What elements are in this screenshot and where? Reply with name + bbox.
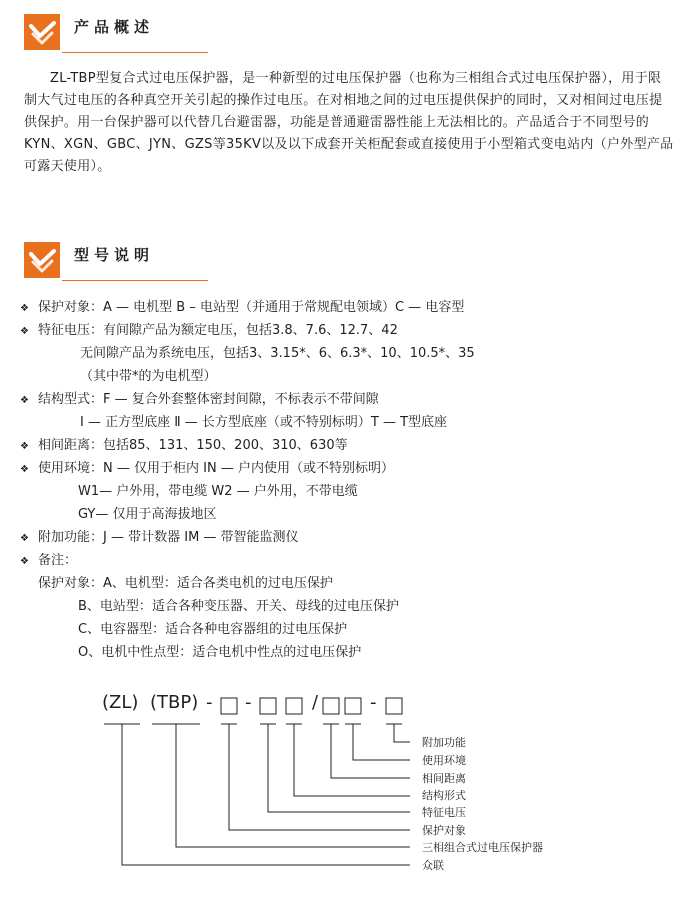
spec-line-text: 保护对象：A、电机型：适合各类电机的过电压保护 (38, 576, 333, 591)
spec-line-text: 结构型式：F — 复合外套整体密封间隙，不标表示不带间隙 (38, 392, 379, 407)
code-dash: - (370, 692, 377, 713)
label-voltage: 特征电压 (422, 806, 466, 819)
spec-line (20, 526, 680, 549)
section-underline (62, 52, 208, 53)
spec-line-text: 使用环境：N — 仅用于柜内 IN — 户内使用（或不特别标明） (38, 461, 394, 476)
spec-line (20, 595, 680, 618)
spec-line-text: （其中带*的为电机型） (80, 369, 217, 384)
spec-line (20, 457, 680, 480)
spec-line (20, 388, 680, 411)
spec-line-text: 无间隙产品为系统电压，包括3、3.15*、6、6.3*、10、10.5*、35 (80, 346, 475, 361)
diamond-bullet-icon: ❖ (20, 556, 29, 567)
spec-line (20, 434, 680, 457)
overview-paragraph: ZL-TBP型复合式过电压保护器，是一种新型的过电压保护器（也称为三相组合式过电压保护器），用于限制大气过电压的各种真空开关引起的操作过电压。在对相地之间的过电压提供保护的同时，又对相间过电压提供保护。用一台保护器可以代替几台避雷器，功能是普通避雷器性能上无法相比的。产品适合于不同型号的KYN、XGN、GBC、JYN、GZS等35KV以及以下成套开关柜配套或直接使用于小型箱式变电站内（户外型产品可露天使用）。 (24, 71, 674, 174)
spec-line (20, 572, 680, 595)
spec-line-text: GY— 仅用于高海拔地区 (78, 507, 217, 522)
spec-line (20, 641, 680, 664)
code-leader-lines (0, 690, 700, 890)
code-box-environment (345, 698, 361, 714)
code-dash: - (206, 692, 213, 713)
spec-line-text: 特征电压：有间隙产品为额定电压，包括3.8、7.6、12.7、42 (38, 323, 398, 338)
spec-line (20, 296, 680, 319)
label-environment: 使用环境 (422, 754, 466, 767)
section-title: 产品概述 (74, 18, 155, 36)
model-code-diagram (0, 690, 700, 890)
label-structure: 结构形式 (422, 789, 466, 802)
diamond-bullet-icon: ❖ (20, 533, 29, 544)
spec-line (20, 549, 680, 572)
check-arrow-icon (24, 242, 60, 278)
code-box-protection (221, 698, 237, 714)
code-dash: - (245, 692, 252, 713)
label-function: 附加功能 (422, 736, 466, 749)
code-slash: / (312, 692, 319, 713)
diamond-bullet-icon: ❖ (20, 464, 29, 475)
code-box-voltage (260, 698, 276, 714)
code-box-structure (286, 698, 302, 714)
spec-line-text: C、电容器型：适合各种电容器组的过电压保护 (78, 622, 348, 637)
label-protection: 保护对象 (422, 824, 466, 837)
code-box-function (386, 698, 402, 714)
label-product: 三相组合式过电压保护器 (422, 841, 543, 854)
spec-line (20, 618, 680, 641)
spec-line (20, 411, 680, 434)
check-arrow-icon (24, 14, 60, 50)
section-underline (62, 280, 208, 281)
spec-line-text: B、电站型：适合各种变压器、开关、母线的过电压保护 (78, 599, 399, 614)
diamond-bullet-icon: ❖ (20, 441, 29, 452)
spec-line-text: Ⅰ — 正方型底座 Ⅱ — 长方型底座（或不特别标明）T — T型底座 (80, 415, 448, 430)
code-prefix-tbp: (TBP) (150, 692, 199, 713)
spec-line-text: 备注： (38, 553, 78, 568)
spec-line (20, 319, 680, 342)
diamond-bullet-icon: ❖ (20, 395, 29, 406)
spec-line-text: O、电机中性点型：适合电机中性点的过电压保护 (78, 645, 362, 660)
spec-line (20, 503, 680, 526)
spec-line (20, 365, 680, 388)
spec-line-text: 保护对象：A — 电机型 B – 电站型（并通用于常规配电领域）C — 电容型 (38, 300, 465, 315)
label-brand: 众联 (422, 859, 444, 872)
code-prefix-zl: (ZL) (102, 692, 139, 713)
spec-line-text: 附加功能：J — 带计数器 IM — 带智能监测仪 (38, 530, 299, 545)
label-distance: 相间距离 (422, 772, 466, 785)
model-spec-list (20, 296, 680, 664)
section-title: 型号说明 (74, 246, 155, 264)
spec-line (20, 342, 680, 365)
spec-line (20, 480, 680, 503)
diamond-bullet-icon: ❖ (20, 303, 29, 314)
diamond-bullet-icon: ❖ (20, 326, 29, 337)
code-box-distance (323, 698, 339, 714)
spec-line-text: W1— 户外用，带电缆 W2 — 户外用，不带电缆 (78, 484, 358, 499)
spec-line-text: 相间距离：包括85、131、150、200、310、630等 (38, 438, 348, 453)
